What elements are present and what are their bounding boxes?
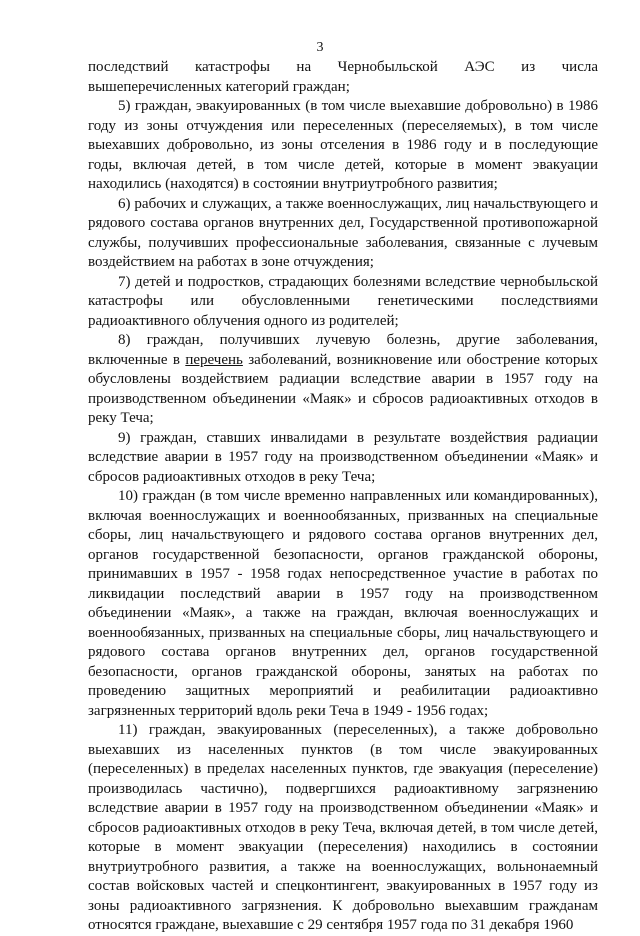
paragraph-item-10: 10) граждан (в том числе временно направленных или командированных), включая военнослужащих и военнообязанных, призванных на специальные сборы, лиц начальствующего и рядового состава органов внутренних дел, органов государственной безопасности, органов гражданской обороны, принимавших в 1957 - 1958 годах непосредственное участие в работах по ликвидации последствий аварии в 1957 году на производственном объединении «Маяк», а также на граждан, включая военнослужащих и военнообязанных, призванных на специальные сборы, лиц начальствующего и рядового состава органов внутренних дел, органов государственной безопасности, органов гражданской обороны, занятых на работах по проведению защитных мероприятий и реабилитации радиоактивно загрязненных территорий вдоль реки Теча в 1949 - 1956 годах;	[88, 488, 598, 719]
paragraph-item-6: 6) рабочих и служащих, а также военнослужащих, лиц начальствующего и рядового состава органов внутренних дел, Государственной противопожарной службы, получивших профессиональные заболевания, связанные с лучевым воздействием на работах в зоне отчуждения;	[88, 195, 598, 270]
paragraph-item-11: 11) граждан, эвакуированных (переселенных), а также добровольно выехавших из населенных пунктов (в том числе эвакуированных (переселенных) в пределах населенных пунктов, где эвакуация (переселение) производилась частично), подвергшихся радиоактивному загрязнению вследствие аварии в 1957 году на производственном объединении «Маяк» и сбросов радиоактивных отходов в реку Теча, включая детей, в том числе детей, которые в момент эвакуации (переселения) находились в состоянии внутриутробного развития, а также на военнослужащих, вольнонаемный состав войсковых частей и спецконтингент, эвакуированных в 1957 году из зоны радиоактивного загрязнения. К добровольно выехавшим гражданам относятся граждане, выехавшие с 29 сентября 1957 года по 31 декабря 1960	[88, 722, 598, 933]
paragraph-item-9: 9) граждан, ставших инвалидами в результате воздействия радиации вследствие аварии в 1957 году на производственном объединении «Маяк» и сбросов радиоактивных отходов в реку Теча;	[88, 429, 598, 485]
perechen-link[interactable]: перечень	[185, 351, 243, 368]
paragraph-item-7: 7) детей и подростков, страдающих болезнями вследствие чернобыльской катастрофы или обусловленными генетическими последствиями радиоактивного облучения одного из родителей;	[88, 273, 598, 329]
document-body	[88, 58, 598, 936]
paragraph-continuation: последствий катастрофы на Чернобыльской АЭС из числа вышеперечисленных категорий граждан;	[88, 59, 598, 95]
paragraph-item-5: 5) граждан, эвакуированных (в том числе выехавшие добровольно) в 1986 году из зоны отчуждения или переселенных (переселяемых), в том числе выехавших добровольно, из зоны отселения в 1986 году и в последующие годы, включая детей, в том числе детей, которые в момент эвакуации находились (находятся) в состоянии внутриутробного развития;	[88, 98, 598, 192]
paragraph-item-8-end: заболеваний, возникновение или обострение которых обусловлены воздействием радиации вследствие аварии в 1957 году на производственном объединении «Маяк» и сбросов радиоактивных отходов в реку Теча;	[88, 351, 598, 426]
page-number: 3	[316, 40, 324, 55]
paragraph-item-8	[88, 331, 598, 429]
paragraph-item-8-start: 8) граждан, получивших лучевую болезнь, другие заболевания, включенные в	[88, 332, 598, 368]
